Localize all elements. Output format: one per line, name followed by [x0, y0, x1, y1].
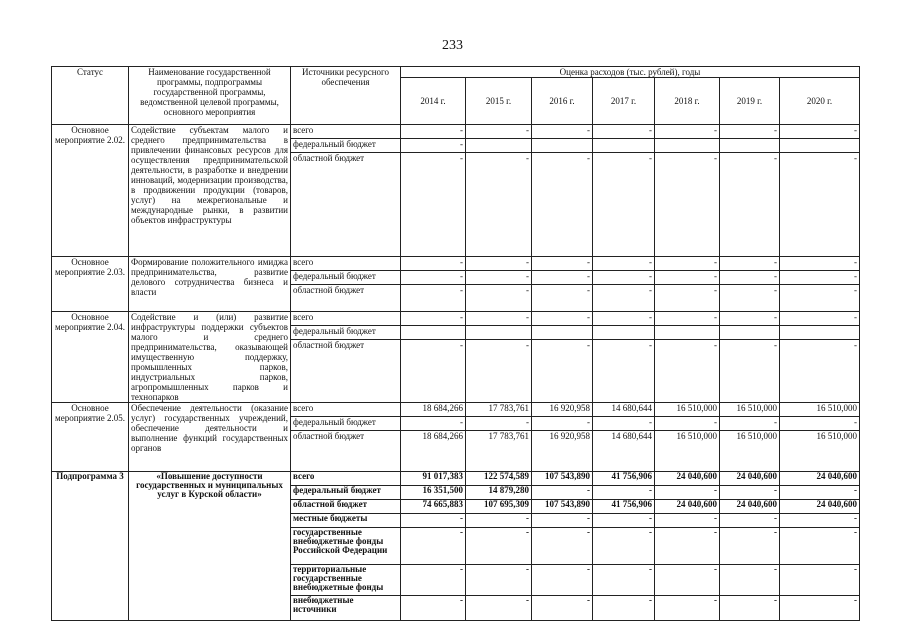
- value-cell: -: [401, 417, 466, 431]
- value-cell: -: [401, 139, 466, 153]
- value-cell: -: [593, 596, 655, 621]
- value-cell: -: [720, 565, 780, 596]
- value-cell: 107 543,890: [532, 500, 593, 514]
- value-cell: [466, 326, 532, 340]
- name-cell: Содействие субъектам малого и среднего предпринимательства в привлечении финансовых ресурсов для осуществления предпринимательской деятельности, в разработке и внедрении инноваций, модернизации производства, в продвижении продукции (товаров, услуг) на межрегиональные и международные рынки, в развитии объектов инфраструктуры: [129, 125, 291, 257]
- value-cell: [532, 326, 593, 340]
- value-cell: 107 695,309: [466, 500, 532, 514]
- value-cell: -: [532, 486, 593, 500]
- value-cell: -: [466, 271, 532, 285]
- source-cell: всего: [291, 257, 401, 271]
- source-cell: федеральный бюджет: [291, 486, 401, 500]
- source-cell: внебюджетные источники: [291, 596, 401, 621]
- table-row: [52, 125, 860, 139]
- value-cell: -: [720, 257, 780, 271]
- value-cell: -: [401, 271, 466, 285]
- header-sources: Источники ресурсного обеспечения: [291, 67, 401, 125]
- source-cell: федеральный бюджет: [291, 139, 401, 153]
- value-cell: -: [720, 528, 780, 565]
- value-cell: -: [466, 257, 532, 271]
- value-cell: -: [466, 417, 532, 431]
- value-cell: 16 920,958: [532, 403, 593, 417]
- value-cell: -: [720, 312, 780, 326]
- value-cell: 24 040,600: [720, 472, 780, 486]
- value-cell: -: [593, 285, 655, 312]
- value-cell: -: [780, 486, 860, 500]
- value-cell: 107 543,890: [532, 472, 593, 486]
- value-cell: -: [466, 565, 532, 596]
- page-number: 233: [442, 38, 463, 53]
- header-year: 2017 г.: [593, 78, 655, 125]
- value-cell: -: [532, 417, 593, 431]
- value-cell: -: [401, 514, 466, 528]
- value-cell: 16 510,000: [780, 403, 860, 417]
- value-cell: -: [466, 153, 532, 257]
- value-cell: 91 017,383: [401, 472, 466, 486]
- table-row: [52, 403, 860, 417]
- value-cell: [593, 326, 655, 340]
- table-row: [52, 312, 860, 326]
- value-cell: 16 351,500: [401, 486, 466, 500]
- value-cell: 17 783,761: [466, 431, 532, 472]
- value-cell: -: [466, 514, 532, 528]
- source-cell: территориальные государственные внебюджетные фонды: [291, 565, 401, 596]
- status-cell: Основное мероприятие 2.05.: [52, 403, 129, 472]
- value-cell: -: [401, 528, 466, 565]
- value-cell: -: [655, 486, 720, 500]
- value-cell: -: [655, 153, 720, 257]
- header-year: 2020 г.: [780, 78, 860, 125]
- value-cell: -: [401, 125, 466, 139]
- value-cell: -: [593, 312, 655, 326]
- header-estimate: Оценка расходов (тыс. рублей), годы: [401, 67, 860, 78]
- value-cell: -: [401, 285, 466, 312]
- value-cell: -: [532, 125, 593, 139]
- value-cell: [780, 139, 860, 153]
- value-cell: -: [720, 271, 780, 285]
- value-cell: -: [532, 312, 593, 326]
- status-cell: Подпрограмма 3: [52, 472, 129, 621]
- name-cell: Формирование положительного имиджа предпринимательства, развитие делового сотрудничества бизнеса и власти: [129, 257, 291, 312]
- value-cell: 16 510,000: [655, 431, 720, 472]
- header-name: Наименование государственной программы, подпрограммы государственной программы, ведомственной целевой программы, основного мероприятия: [129, 67, 291, 125]
- value-cell: 17 783,761: [466, 403, 532, 417]
- source-cell: всего: [291, 472, 401, 486]
- source-cell: областной бюджет: [291, 153, 401, 257]
- value-cell: -: [532, 153, 593, 257]
- status-cell: Основное мероприятие 2.04.: [52, 312, 129, 403]
- value-cell: -: [655, 417, 720, 431]
- value-cell: 16 510,000: [720, 431, 780, 472]
- value-cell: -: [466, 528, 532, 565]
- value-cell: -: [532, 340, 593, 403]
- source-cell: областной бюджет: [291, 340, 401, 403]
- header-year: 2015 г.: [466, 78, 532, 125]
- value-cell: 24 040,600: [655, 472, 720, 486]
- value-cell: -: [720, 285, 780, 312]
- value-cell: -: [720, 486, 780, 500]
- value-cell: -: [401, 153, 466, 257]
- value-cell: -: [655, 596, 720, 621]
- name-cell: Обеспечение деятельности (оказание услуг) государственных учреждений, обеспечение деятельности и выполнение функций государственных органов: [129, 403, 291, 472]
- name-cell: «Повышение доступности государственных и муниципальных услуг в Курской области»: [129, 472, 291, 621]
- value-cell: 16 510,000: [655, 403, 720, 417]
- value-cell: [532, 139, 593, 153]
- source-cell: областной бюджет: [291, 431, 401, 472]
- value-cell: 41 756,906: [593, 500, 655, 514]
- value-cell: [401, 326, 466, 340]
- source-cell: местные бюджеты: [291, 514, 401, 528]
- value-cell: 18 684,266: [401, 403, 466, 417]
- header-year: 2019 г.: [720, 78, 780, 125]
- value-cell: -: [593, 340, 655, 403]
- source-cell: всего: [291, 312, 401, 326]
- value-cell: -: [655, 125, 720, 139]
- value-cell: 16 920,958: [532, 431, 593, 472]
- value-cell: -: [780, 528, 860, 565]
- source-cell: всего: [291, 125, 401, 139]
- value-cell: -: [593, 486, 655, 500]
- source-cell: федеральный бюджет: [291, 271, 401, 285]
- value-cell: -: [593, 257, 655, 271]
- value-cell: -: [401, 312, 466, 326]
- value-cell: -: [780, 596, 860, 621]
- value-cell: -: [401, 596, 466, 621]
- value-cell: 16 510,000: [720, 403, 780, 417]
- value-cell: 14 680,644: [593, 431, 655, 472]
- table-row: [52, 472, 860, 486]
- value-cell: -: [720, 514, 780, 528]
- value-cell: -: [655, 271, 720, 285]
- value-cell: -: [655, 514, 720, 528]
- value-cell: -: [532, 514, 593, 528]
- value-cell: 74 665,883: [401, 500, 466, 514]
- source-cell: федеральный бюджет: [291, 326, 401, 340]
- header-year: 2016 г.: [532, 78, 593, 125]
- value-cell: -: [720, 153, 780, 257]
- value-cell: -: [532, 271, 593, 285]
- value-cell: -: [720, 417, 780, 431]
- value-cell: -: [466, 125, 532, 139]
- value-cell: 24 040,600: [720, 500, 780, 514]
- value-cell: -: [780, 271, 860, 285]
- value-cell: 24 040,600: [655, 500, 720, 514]
- header-year: 2014 г.: [401, 78, 466, 125]
- value-cell: [466, 139, 532, 153]
- value-cell: -: [655, 312, 720, 326]
- value-cell: -: [655, 528, 720, 565]
- value-cell: -: [401, 340, 466, 403]
- table-row: [52, 257, 860, 271]
- status-cell: Основное мероприятие 2.02.: [52, 125, 129, 257]
- status-cell: Основное мероприятие 2.03.: [52, 257, 129, 312]
- value-cell: -: [780, 514, 860, 528]
- value-cell: -: [593, 565, 655, 596]
- value-cell: -: [720, 125, 780, 139]
- value-cell: -: [780, 153, 860, 257]
- value-cell: [593, 139, 655, 153]
- value-cell: -: [532, 257, 593, 271]
- value-cell: -: [780, 565, 860, 596]
- value-cell: -: [593, 271, 655, 285]
- name-cell: Содействие и (или) развитие инфраструктуры поддержки субъектов малого и среднего предпринимательства, оказывающей имущественную поддержку, промышленных парков, индустриальных парков, агропромышленных парков и технопарков: [129, 312, 291, 403]
- value-cell: -: [593, 153, 655, 257]
- value-cell: -: [780, 340, 860, 403]
- value-cell: -: [655, 340, 720, 403]
- value-cell: -: [466, 340, 532, 403]
- value-cell: 18 684,266: [401, 431, 466, 472]
- source-cell: всего: [291, 403, 401, 417]
- value-cell: 24 040,600: [780, 472, 860, 486]
- source-cell: областной бюджет: [291, 500, 401, 514]
- value-cell: -: [655, 257, 720, 271]
- value-cell: -: [593, 528, 655, 565]
- value-cell: -: [780, 125, 860, 139]
- source-cell: государственные внебюджетные фонды Российской Федерации: [291, 528, 401, 565]
- value-cell: -: [780, 417, 860, 431]
- value-cell: 41 756,906: [593, 472, 655, 486]
- value-cell: -: [780, 312, 860, 326]
- value-cell: -: [466, 312, 532, 326]
- value-cell: -: [466, 596, 532, 621]
- value-cell: -: [532, 596, 593, 621]
- value-cell: -: [532, 528, 593, 565]
- value-cell: [720, 326, 780, 340]
- source-cell: областной бюджет: [291, 285, 401, 312]
- value-cell: -: [780, 285, 860, 312]
- value-cell: -: [401, 257, 466, 271]
- value-cell: 16 510,000: [780, 431, 860, 472]
- value-cell: -: [593, 417, 655, 431]
- budget-table: [51, 66, 860, 621]
- value-cell: [780, 326, 860, 340]
- value-cell: 122 574,589: [466, 472, 532, 486]
- value-cell: -: [532, 565, 593, 596]
- value-cell: -: [593, 125, 655, 139]
- value-cell: [655, 326, 720, 340]
- header-year: 2018 г.: [655, 78, 720, 125]
- header-status: Статус: [52, 67, 129, 125]
- value-cell: [655, 139, 720, 153]
- table-body: [52, 125, 860, 621]
- value-cell: -: [720, 596, 780, 621]
- value-cell: 14 680,644: [593, 403, 655, 417]
- source-cell: федеральный бюджет: [291, 417, 401, 431]
- value-cell: -: [466, 285, 532, 312]
- value-cell: -: [720, 340, 780, 403]
- value-cell: -: [532, 285, 593, 312]
- value-cell: -: [593, 514, 655, 528]
- value-cell: 14 879,280: [466, 486, 532, 500]
- value-cell: 24 040,600: [780, 500, 860, 514]
- value-cell: -: [780, 257, 860, 271]
- value-cell: [720, 139, 780, 153]
- value-cell: -: [655, 285, 720, 312]
- value-cell: -: [401, 565, 466, 596]
- value-cell: -: [655, 565, 720, 596]
